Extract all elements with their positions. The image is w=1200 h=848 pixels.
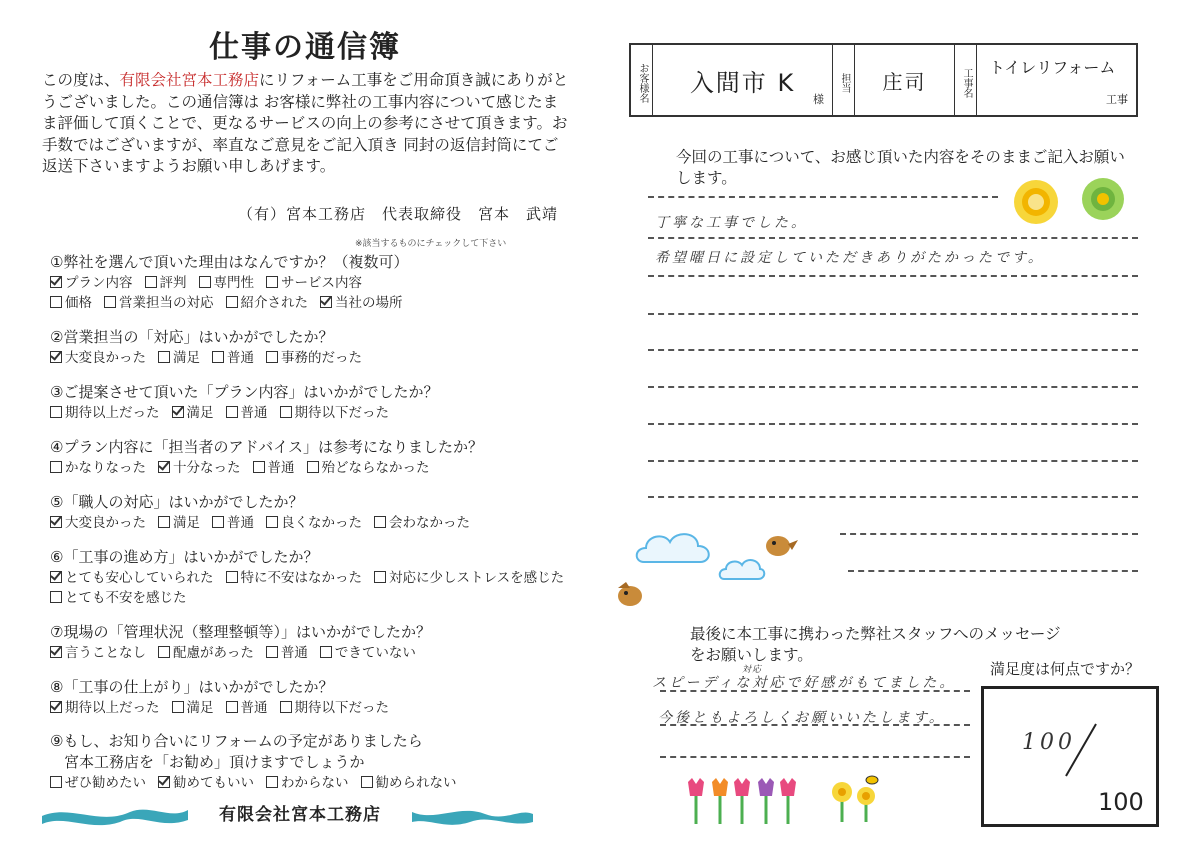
option-item[interactable] xyxy=(280,700,390,716)
question-5: ⑤「職人の対応」はいかがでしたか？ xyxy=(50,493,304,511)
option-item[interactable] xyxy=(266,515,362,531)
checkbox-checked[interactable] xyxy=(50,351,62,363)
customer-cell xyxy=(653,45,833,115)
option-item[interactable] xyxy=(158,460,241,476)
option-label: 会わなかった xyxy=(389,515,470,531)
bird-icon xyxy=(762,530,800,560)
impression-handwriting-2: 希望曜日に設定していただきありがたかったです。 xyxy=(655,250,1045,266)
writing-line xyxy=(648,237,1138,239)
checkbox[interactable] xyxy=(50,406,62,418)
option-label: 普通 xyxy=(240,405,268,421)
question-3-options xyxy=(50,403,590,423)
work-label: 工事名 xyxy=(955,45,977,115)
option-item[interactable] xyxy=(158,515,200,531)
checkbox[interactable] xyxy=(158,351,170,363)
checkbox[interactable] xyxy=(266,646,278,658)
option-label: 対応に少しストレスを感じた xyxy=(389,570,565,586)
option-label: 評判 xyxy=(159,275,187,291)
option-item[interactable] xyxy=(50,645,146,661)
checkbox[interactable] xyxy=(50,296,62,308)
question-5-options xyxy=(50,513,590,533)
message-prompt: 最後に本工事に携わった弊社スタッフへのメッセージをお願いします。 xyxy=(690,625,1061,664)
writing-line xyxy=(648,275,1138,277)
option-label: 大変良かった xyxy=(65,350,146,366)
option-item[interactable] xyxy=(50,275,133,291)
option-item[interactable] xyxy=(50,295,92,311)
checkbox[interactable] xyxy=(199,276,211,288)
company-name-highlight: 有限会社宮本工務店 xyxy=(119,71,260,89)
writing-line xyxy=(648,313,1138,315)
footer-company-name: 有限会社宮本工務店 xyxy=(219,805,381,825)
checkbox[interactable] xyxy=(374,516,386,528)
customer-label: お客様名 xyxy=(631,45,653,115)
tulips-icon xyxy=(684,776,804,826)
staff-cell xyxy=(855,45,955,115)
message-handwriting-2: 今後ともよろしくお願いいたします。 xyxy=(658,710,946,726)
option-label: 事務的だった xyxy=(281,350,362,366)
checkbox-checked[interactable] xyxy=(320,296,332,308)
option-item[interactable] xyxy=(172,700,214,716)
intro-text: この度は、有限会社宮本工務店にリフォーム工事をご用命頂き誠にありがとうございました。この通信簿は お客様に弊社の工事内容について感じたまま評価して頂くことで、更なるサービスの向上の参考にさせて頂きます。お手数ではございますが、率直なご意見をご記入頂き 同封の返信封筒にてご返送下さいますようお願い申しあげます。 xyxy=(42,71,569,175)
writing-line xyxy=(648,423,1138,425)
option-item[interactable] xyxy=(199,275,255,291)
option-label: 普通 xyxy=(280,645,308,661)
checkbox[interactable] xyxy=(172,701,184,713)
option-item[interactable] xyxy=(145,275,187,291)
option-item[interactable] xyxy=(50,350,146,366)
option-item[interactable] xyxy=(307,460,430,476)
checkbox[interactable] xyxy=(50,776,62,788)
impression-handwriting-1: 丁寧な工事でした。 xyxy=(655,215,808,231)
checkbox[interactable] xyxy=(374,571,386,583)
impressions-prompt: 今回の工事について、お感じ頂いた内容をそのままご記入お願いします。 xyxy=(676,148,1125,187)
checkbox[interactable] xyxy=(104,296,116,308)
option-item[interactable] xyxy=(212,515,254,531)
option-item[interactable] xyxy=(374,515,470,531)
option-label: 満足 xyxy=(186,405,214,421)
staff-label: 担当 xyxy=(833,45,855,115)
option-label: 普通 xyxy=(227,515,254,531)
writing-line xyxy=(648,386,1138,388)
option-label: 十分なった xyxy=(173,460,241,476)
cloud-icon-small xyxy=(718,555,766,585)
checkbox[interactable] xyxy=(158,516,170,528)
option-item[interactable] xyxy=(266,775,349,791)
option-label: 普通 xyxy=(240,700,268,716)
signature: （有）宮本工務店 代表取締役 宮本 武靖 xyxy=(238,205,559,223)
checkbox[interactable] xyxy=(212,516,224,528)
score-value: 100 xyxy=(1022,730,1076,755)
checkbox[interactable] xyxy=(280,701,292,713)
question-1-options xyxy=(50,293,590,313)
writing-line xyxy=(648,496,1138,498)
option-item[interactable] xyxy=(320,295,403,311)
checkbox-checked[interactable] xyxy=(158,776,170,788)
option-label: 期待以上だった xyxy=(65,700,160,716)
score-question: 満足度は何点ですか？ xyxy=(990,660,1141,678)
message-handwriting-1: スピーディな対応で好感がもてました。 xyxy=(652,675,957,691)
option-item[interactable] xyxy=(266,275,362,291)
checkbox[interactable] xyxy=(266,516,278,528)
work-suffix: 工事 xyxy=(1106,93,1128,106)
option-label: 営業担当の対応 xyxy=(119,295,214,311)
option-item[interactable] xyxy=(361,775,457,791)
option-label: 紹介された xyxy=(240,295,308,311)
question-9-subtext: 宮本工務店を「お勧め」頂けますでしょうか xyxy=(64,753,365,771)
customer-name: 入間市 K xyxy=(689,68,796,97)
checkbox-checked[interactable] xyxy=(158,461,170,473)
checkbox[interactable] xyxy=(361,776,373,788)
question-8-options xyxy=(50,698,590,718)
option-item[interactable] xyxy=(226,570,363,586)
message-annotation: 対応 xyxy=(742,665,763,675)
question-1: ①弊社を選んで頂いた理由はなんですか？（複数可） xyxy=(50,253,409,271)
option-label: 普通 xyxy=(267,460,295,476)
option-label: 満足 xyxy=(173,350,200,366)
question-6-options xyxy=(50,568,580,608)
checkbox[interactable] xyxy=(145,276,157,288)
question-2: ②営業担当の「対応」はいかがでしたか？ xyxy=(50,328,334,346)
question-4-options xyxy=(50,458,590,478)
question-7-options xyxy=(50,643,590,663)
option-label: できていない xyxy=(334,645,416,661)
checkbox[interactable] xyxy=(266,276,278,288)
writing-line xyxy=(648,349,1138,351)
work-cell xyxy=(977,45,1136,115)
option-label: とても安心していられた xyxy=(65,570,214,586)
writing-line xyxy=(848,570,1138,572)
option-item[interactable] xyxy=(320,645,416,661)
option-item[interactable] xyxy=(50,700,160,716)
sunflower-icon xyxy=(1012,178,1060,226)
option-label: サービス内容 xyxy=(281,275,362,291)
option-item[interactable] xyxy=(158,775,254,791)
option-label: 特に不安はなかった xyxy=(240,570,362,586)
checkbox[interactable] xyxy=(307,461,319,473)
checkbox-checked[interactable] xyxy=(172,406,184,418)
option-label: 勧めてもいい xyxy=(173,775,254,791)
checkbox[interactable] xyxy=(253,461,265,473)
checkbox-checked[interactable] xyxy=(50,276,62,288)
score-max: 100 xyxy=(1098,788,1144,816)
option-item[interactable] xyxy=(266,350,362,366)
option-item[interactable] xyxy=(158,350,200,366)
question-4: ④プラン内容に「担当者のアドバイス」は参考になりましたか？ xyxy=(50,438,484,456)
option-item[interactable] xyxy=(104,295,214,311)
option-label: ぜひ勧めたい xyxy=(65,775,146,791)
checkbox[interactable] xyxy=(158,646,170,658)
checkbox-checked[interactable] xyxy=(50,516,62,528)
option-item[interactable] xyxy=(226,295,309,311)
checkbox[interactable] xyxy=(226,296,238,308)
option-label: 殆どならなかった xyxy=(321,460,430,476)
option-item[interactable] xyxy=(226,405,268,421)
option-item[interactable] xyxy=(253,460,295,476)
option-item[interactable] xyxy=(226,700,268,716)
option-label: 専門性 xyxy=(213,275,254,291)
option-label: 良くなかった xyxy=(281,515,362,531)
option-label: 言うことなし xyxy=(65,645,146,661)
option-item[interactable] xyxy=(158,645,254,661)
option-item[interactable] xyxy=(50,570,214,586)
writing-line xyxy=(648,196,998,198)
option-label: かなりなった xyxy=(65,460,146,476)
check-note: ※該当するものにチェックして下さい xyxy=(355,239,507,249)
option-item[interactable] xyxy=(172,405,214,421)
staff-name: 庄司 xyxy=(882,69,927,94)
option-label: 配慮があった xyxy=(173,645,254,661)
option-label: わからない xyxy=(281,775,349,791)
writing-line xyxy=(648,460,1138,462)
page-title: 仕事の通信簿 xyxy=(209,30,401,65)
question-9-options xyxy=(50,773,590,793)
option-label: 当社の場所 xyxy=(335,295,403,311)
option-item[interactable] xyxy=(50,590,187,606)
question-3: ③ご提案させて頂いた「プラン内容」はいかがでしたか？ xyxy=(50,383,439,401)
option-item[interactable] xyxy=(266,645,308,661)
option-label: 価格 xyxy=(65,295,92,311)
customer-info-box xyxy=(629,43,1138,117)
checkbox[interactable] xyxy=(50,591,62,603)
option-item[interactable] xyxy=(50,405,160,421)
cloud-icon xyxy=(634,526,714,570)
checkbox[interactable] xyxy=(50,461,62,473)
option-label: 大変良かった xyxy=(65,515,146,531)
yellow-flowers-icon xyxy=(828,774,880,824)
checkbox-checked[interactable] xyxy=(50,646,62,658)
bird-icon-2 xyxy=(612,578,648,610)
green-flower-icon xyxy=(1080,176,1126,222)
option-item[interactable] xyxy=(50,515,146,531)
checkbox[interactable] xyxy=(266,776,278,788)
option-label: 満足 xyxy=(173,515,200,531)
option-item[interactable] xyxy=(50,460,146,476)
question-8: ⑧「工事の仕上がり」はいかがでしたか？ xyxy=(50,678,334,696)
option-label: 期待以下だった xyxy=(294,405,389,421)
option-label: 普通 xyxy=(227,350,254,366)
work-name: トイレリフォーム xyxy=(989,58,1116,77)
option-item[interactable] xyxy=(50,775,146,791)
option-label: 期待以下だった xyxy=(294,700,389,716)
question-9: ⑨もし、お知り合いにリフォームの予定がありましたら xyxy=(50,732,423,750)
checkbox[interactable] xyxy=(212,351,224,363)
checkbox-checked[interactable] xyxy=(50,571,62,583)
option-label: 期待以上だった xyxy=(65,405,160,421)
option-label: 満足 xyxy=(186,700,214,716)
question-6: ⑥「工事の進め方」はいかがでしたか？ xyxy=(50,548,319,566)
checkbox-checked[interactable] xyxy=(50,701,62,713)
question-7: ⑦現場の「管理状況（整理整頓等）」はいかがでしたか？ xyxy=(50,623,431,641)
message-line xyxy=(660,756,970,758)
checkbox[interactable] xyxy=(320,646,332,658)
option-item[interactable] xyxy=(280,405,390,421)
checkbox[interactable] xyxy=(266,351,278,363)
checkbox[interactable] xyxy=(280,406,292,418)
option-label: プラン内容 xyxy=(65,275,133,291)
checkbox[interactable] xyxy=(226,406,238,418)
option-label: 勧められない xyxy=(375,775,457,791)
sama-label: 様 xyxy=(813,93,824,106)
option-item[interactable] xyxy=(374,570,564,586)
checkbox[interactable] xyxy=(226,571,238,583)
writing-line xyxy=(840,533,1138,535)
option-label: とても不安を感じた xyxy=(65,590,187,606)
question-2-options xyxy=(50,348,590,368)
option-item[interactable] xyxy=(212,350,254,366)
checkbox[interactable] xyxy=(226,701,238,713)
question-1-options xyxy=(50,273,590,293)
